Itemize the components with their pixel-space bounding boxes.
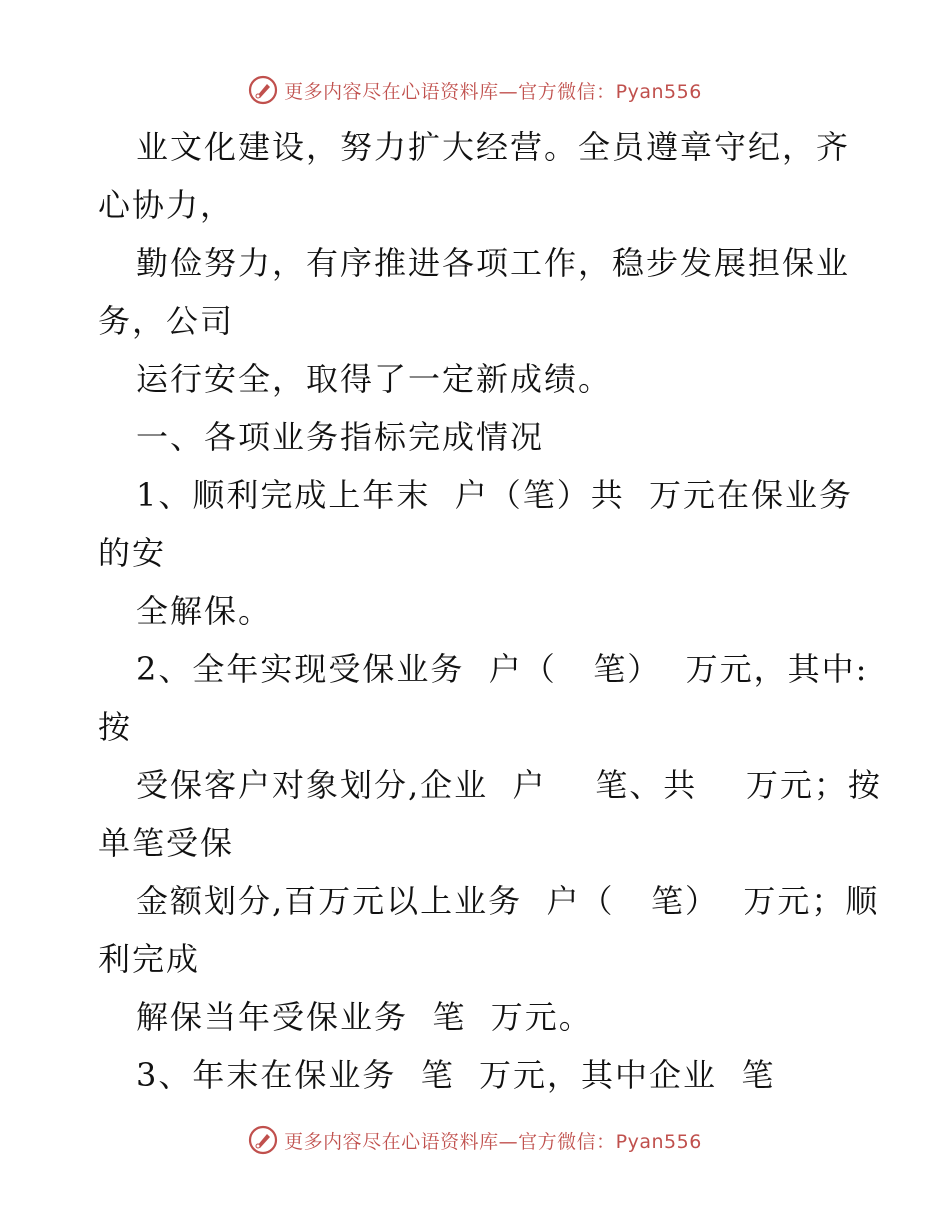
header-watermark-text: 更多内容尽在心语资料库—官方微信：Pyan556 [284, 80, 702, 103]
paragraph-line: 1、顺利完成上年末 户（笔）共 万元在保业务 [136, 476, 854, 514]
paragraph-line: 解保当年受保业务 笔 万元。 [136, 998, 593, 1036]
paragraph-line: 全解保。 [136, 592, 273, 630]
paragraph-line: 勤俭努力，有序推进各项工作，稳步发展担保业 [136, 244, 851, 282]
footer-watermark-text: 更多内容尽在心语资料库—官方微信：Pyan556 [284, 1130, 702, 1153]
pen-nib-logo-icon [248, 1125, 278, 1155]
header-watermark-banner [0, 72, 950, 108]
paragraph-line: 单笔受保 [98, 824, 235, 862]
pen-nib-logo-icon [248, 75, 278, 105]
paragraph-line: 3、年末在保业务 笔 万元，其中企业 笔 [136, 1056, 776, 1094]
paragraph-line: 务，公司 [98, 302, 235, 340]
paragraph-line: 2、全年实现受保业务 户（ 笔） 万元，其中: [136, 650, 869, 688]
paragraph-line: 的安 [98, 534, 167, 572]
paragraph-line: 金额划分,百万元以上业务 户（ 笔） 万元；顺 [136, 882, 880, 920]
paragraph-line: 心协力， [98, 186, 235, 224]
paragraph-line: 业文化建设，努力扩大经营。全员遵章守纪，齐 [136, 128, 851, 166]
footer-watermark-banner [0, 1122, 950, 1158]
section-heading: 一、各项业务指标完成情况 [136, 418, 545, 456]
paragraph-line: 利完成 [98, 940, 201, 978]
paragraph-line: 按 [98, 708, 133, 746]
paragraph-line: 受保客户对象划分,企业 户 笔、共 万元；按 [136, 766, 882, 804]
paragraph-line: 运行安全，取得了一定新成绩。 [136, 360, 613, 398]
document-body [98, 118, 882, 1104]
